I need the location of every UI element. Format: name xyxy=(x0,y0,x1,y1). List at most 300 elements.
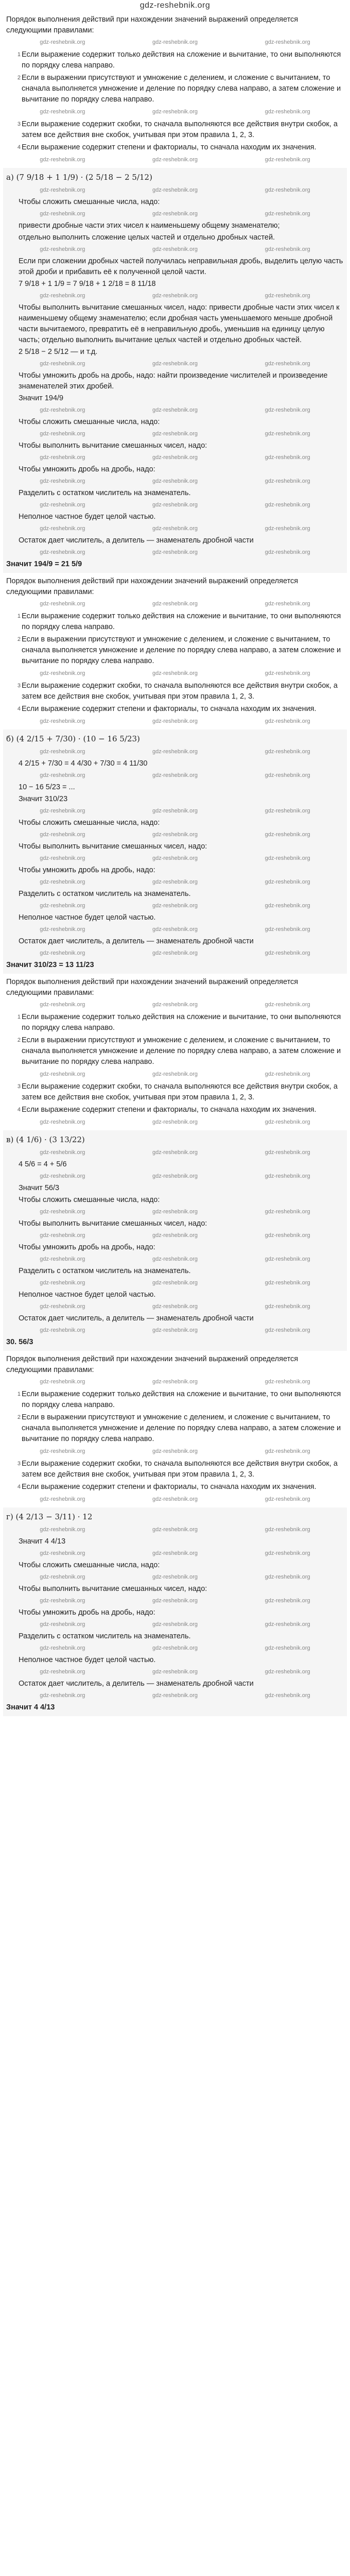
watermark-text: gdz-reshebnik.org xyxy=(265,109,310,115)
watermark-text: gdz-reshebnik.org xyxy=(40,39,85,45)
watermark-text: gdz-reshebnik.org xyxy=(265,832,310,838)
problem-label: в) xyxy=(6,1135,14,1144)
rule-label: Неполное частное будет целой частью. xyxy=(19,1291,156,1299)
watermark-text: gdz-reshebnik.org xyxy=(40,246,85,252)
problem-expr-text: (4 2/13 − 3/11) · 12 xyxy=(15,1512,93,1521)
watermark-row xyxy=(6,547,344,558)
rule-number: 3 xyxy=(17,121,21,127)
watermark-text: gdz-reshebnik.org xyxy=(40,1692,85,1699)
watermark-text: gdz-reshebnik.org xyxy=(40,361,85,367)
watermark-row xyxy=(6,716,344,727)
rules-intro: Порядок выполнения действий при нахождении значений выражений определяется следующими правилами: xyxy=(6,577,299,596)
rule-label: Остаток дает числитель, а делитель — знаменатель дробной части xyxy=(19,1314,254,1323)
watermark-text: gdz-reshebnik.org xyxy=(40,1550,85,1556)
step-line: 10 − 16 5/23 = ... xyxy=(19,783,75,791)
watermark-text: gdz-reshebnik.org xyxy=(40,808,85,814)
site-header xyxy=(0,0,350,11)
rule-item xyxy=(12,1389,344,1411)
step-line: Если при сложении дробных частей получилась неправильная дробь, выделить целую часть этой дроби и прибавить её к полученной целой части. xyxy=(19,257,343,276)
watermark-text: gdz-reshebnik.org xyxy=(40,1256,85,1262)
step-line: Значит 310/23 xyxy=(19,795,68,803)
watermark-text: gdz-reshebnik.org xyxy=(152,1692,198,1699)
watermark-text: gdz-reshebnik.org xyxy=(152,1209,198,1215)
problem-label: г) xyxy=(6,1512,13,1521)
watermark-text: gdz-reshebnik.org xyxy=(265,211,310,217)
watermark-text: gdz-reshebnik.org xyxy=(265,1280,310,1286)
watermark-row xyxy=(6,359,344,369)
rule-text: Если в выражении присутствуют и умножение с делением, и сложение с вычитанием, то сначала выполняется умножение и деление по порядку слева направо, а затем сложение и вычитание по порядку слева направо. xyxy=(22,1413,341,1443)
watermark-text: gdz-reshebnik.org xyxy=(152,950,198,956)
watermark-text: gdz-reshebnik.org xyxy=(152,502,198,508)
rule-label: Разделить с остатком числитель на знаменатель. xyxy=(19,1632,191,1640)
rule-text: Если выражение содержит степени и факториалы, то сначала находим их значения. xyxy=(22,1483,317,1491)
watermark-row xyxy=(6,185,344,196)
watermark-text: gdz-reshebnik.org xyxy=(265,808,310,814)
watermark-text: gdz-reshebnik.org xyxy=(265,293,310,299)
watermark-text: gdz-reshebnik.org xyxy=(265,772,310,778)
problem-expr-text: (4 1/6) · (3 13/22) xyxy=(16,1135,85,1144)
watermark-text: gdz-reshebnik.org xyxy=(40,749,85,755)
watermark-text: gdz-reshebnik.org xyxy=(40,601,85,607)
watermark-text: gdz-reshebnik.org xyxy=(265,749,310,755)
watermark-text: gdz-reshebnik.org xyxy=(152,293,198,299)
answer-line: 30. 56/3 xyxy=(6,1338,33,1346)
watermark-text: gdz-reshebnik.org xyxy=(40,502,85,508)
watermark-row xyxy=(6,107,344,117)
rule-item xyxy=(12,142,344,153)
rule-text: Если выражение содержит скобки, то сначала выполняются все действия внутри скобок, а затем все действия вне скобок, учитывая при этом правила 1, 2, 3. xyxy=(22,120,338,139)
watermark-row xyxy=(6,599,344,609)
watermark-text: gdz-reshebnik.org xyxy=(265,1448,310,1454)
rule-label: Чтобы умножить дробь на дробь, надо: xyxy=(19,465,155,473)
watermark-text: gdz-reshebnik.org xyxy=(152,749,198,755)
watermark-text: gdz-reshebnik.org xyxy=(40,1496,85,1502)
watermark-text: gdz-reshebnik.org xyxy=(265,361,310,367)
watermark-text: gdz-reshebnik.org xyxy=(265,1598,310,1604)
watermark-row xyxy=(6,1548,344,1559)
watermark-text: gdz-reshebnik.org xyxy=(152,454,198,461)
watermark-text: gdz-reshebnik.org xyxy=(152,1645,198,1651)
watermark-text: gdz-reshebnik.org xyxy=(152,1119,198,1125)
watermark-row xyxy=(6,500,344,511)
problem-section xyxy=(3,168,347,573)
watermark-text: gdz-reshebnik.org xyxy=(265,187,310,193)
watermark-text: gdz-reshebnik.org xyxy=(265,926,310,933)
watermark-row xyxy=(6,291,344,301)
rule-text: Если выражение содержит степени и факториалы, то сначала находим их значения. xyxy=(22,705,317,713)
rule-text: Если в выражении присутствуют и умножение с делением, и сложение с вычитанием, то сначала выполняется умножение и деление по порядку слева направо, а затем сложение и вычитание по порядку слева направо. xyxy=(22,74,341,104)
watermark-text: gdz-reshebnik.org xyxy=(152,246,198,252)
answer-line: Значит 4 4/13 xyxy=(6,1703,55,1711)
watermark-text: gdz-reshebnik.org xyxy=(152,772,198,778)
watermark-text: gdz-reshebnik.org xyxy=(40,1173,85,1179)
watermark-text: gdz-reshebnik.org xyxy=(40,950,85,956)
rule-item xyxy=(12,1012,344,1033)
rule-number: 3 xyxy=(17,1083,21,1090)
rule-item xyxy=(12,634,344,667)
step-line: Значит 194/9 xyxy=(19,394,64,402)
problem-label: б) xyxy=(6,734,14,743)
watermark-text: gdz-reshebnik.org xyxy=(152,1669,198,1675)
watermark-text: gdz-reshebnik.org xyxy=(265,526,310,532)
watermark-row xyxy=(6,1254,344,1265)
answer-line: Значит 194/9 = 21 5/9 xyxy=(6,560,82,568)
rule-label: Неполное частное будет целой частью. xyxy=(19,1656,156,1664)
step-line: Значит 56/3 xyxy=(19,1184,60,1192)
watermark-text: gdz-reshebnik.org xyxy=(40,670,85,676)
watermark-text: gdz-reshebnik.org xyxy=(40,1527,85,1533)
watermark-text: gdz-reshebnik.org xyxy=(152,601,198,607)
watermark-text: gdz-reshebnik.org xyxy=(152,478,198,484)
watermark-row xyxy=(6,1446,344,1457)
watermark-text: gdz-reshebnik.org xyxy=(40,407,85,413)
rule-label: Неполное частное будет целой частью. xyxy=(19,913,156,922)
watermark-text: gdz-reshebnik.org xyxy=(152,879,198,885)
problem-section xyxy=(3,730,347,974)
rule-text: Если в выражении присутствуют и умножение с делением, и сложение с вычитанием, то сначала выполняется умножение и деление по порядку слева направо, а затем сложение и вычитание по порядку слева направо. xyxy=(22,1036,341,1066)
rule-item xyxy=(12,73,344,105)
watermark-row xyxy=(6,405,344,416)
watermark-row xyxy=(6,770,344,781)
watermark-row xyxy=(6,1667,344,1677)
watermark-text: gdz-reshebnik.org xyxy=(40,293,85,299)
rules-section xyxy=(3,1351,347,1507)
watermark-row xyxy=(6,1301,344,1312)
watermark-text: gdz-reshebnik.org xyxy=(265,1002,310,1008)
watermark-text: gdz-reshebnik.org xyxy=(40,211,85,217)
watermark-text: gdz-reshebnik.org xyxy=(265,1527,310,1533)
watermark-text: gdz-reshebnik.org xyxy=(265,601,310,607)
rule-label: Чтобы умножить дробь на дробь, надо: xyxy=(19,1608,155,1617)
rule-label: Остаток дает числитель, а делитель — знаменатель дробной части xyxy=(19,937,254,945)
problem-expr-text: (7 9/18 + 1 1/9) · (2 5/18 − 2 5/12) xyxy=(16,173,152,182)
watermark-text: gdz-reshebnik.org xyxy=(152,109,198,115)
problem-expression xyxy=(6,1134,344,1145)
watermark-text: gdz-reshebnik.org xyxy=(152,926,198,933)
watermark-text: gdz-reshebnik.org xyxy=(152,431,198,437)
watermark-text: gdz-reshebnik.org xyxy=(40,157,85,163)
rule-item xyxy=(12,119,344,141)
watermark-text: gdz-reshebnik.org xyxy=(40,1209,85,1215)
watermark-text: gdz-reshebnik.org xyxy=(152,1232,198,1239)
watermark-text: gdz-reshebnik.org xyxy=(152,1280,198,1286)
rule-label: Чтобы выполнить вычитание смешанных чисел, надо: xyxy=(19,1585,207,1593)
rule-item xyxy=(12,1105,344,1115)
watermark-text: gdz-reshebnik.org xyxy=(265,407,310,413)
watermark-text: gdz-reshebnik.org xyxy=(265,1149,310,1156)
watermark-text: gdz-reshebnik.org xyxy=(152,1173,198,1179)
watermark-text: gdz-reshebnik.org xyxy=(40,832,85,838)
watermark-text: gdz-reshebnik.org xyxy=(40,526,85,532)
watermark-row xyxy=(6,1377,344,1387)
watermark-text: gdz-reshebnik.org xyxy=(265,1327,310,1333)
rule-text: Если выражение содержит только действия на сложение и вычитание, то они выполняются по порядку слева направо. xyxy=(22,1013,341,1032)
watermark-text: gdz-reshebnik.org xyxy=(152,1550,198,1556)
rule-text: Если выражение содержит скобки, то сначала выполняются все действия внутри скобок, а затем все действия вне скобок, учитывая при этом правила 1, 2, 3. xyxy=(22,682,338,701)
rule-label: Чтобы умножить дробь на дробь, надо: xyxy=(19,1243,155,1251)
watermark-text: gdz-reshebnik.org xyxy=(265,431,310,437)
watermark-text: gdz-reshebnik.org xyxy=(152,1527,198,1533)
watermark-text: gdz-reshebnik.org xyxy=(265,1621,310,1628)
watermark-text: gdz-reshebnik.org xyxy=(40,478,85,484)
watermark-text: gdz-reshebnik.org xyxy=(40,1379,85,1385)
watermark-row xyxy=(6,244,344,255)
watermark-row xyxy=(6,1325,344,1336)
watermark-text: gdz-reshebnik.org xyxy=(152,1327,198,1333)
watermark-text: gdz-reshebnik.org xyxy=(265,1303,310,1310)
watermark-text: gdz-reshebnik.org xyxy=(152,407,198,413)
watermark-text: gdz-reshebnik.org xyxy=(40,1232,85,1239)
watermark-text: gdz-reshebnik.org xyxy=(265,1119,310,1125)
watermark-text: gdz-reshebnik.org xyxy=(40,1280,85,1286)
watermark-text: gdz-reshebnik.org xyxy=(152,718,198,724)
rule-number: 1 xyxy=(17,52,21,58)
rule-item xyxy=(12,681,344,702)
problem-section xyxy=(3,1130,347,1351)
watermark-text: gdz-reshebnik.org xyxy=(40,1119,85,1125)
watermark-text: gdz-reshebnik.org xyxy=(265,1232,310,1239)
watermark-row xyxy=(6,1207,344,1217)
watermark-text: gdz-reshebnik.org xyxy=(265,879,310,885)
watermark-text: gdz-reshebnik.org xyxy=(152,1149,198,1156)
rule-number: 2 xyxy=(17,1037,21,1043)
rule-text: Если выражение содержит только действия на сложение и вычитание, то они выполняются по порядку слева направо. xyxy=(22,612,341,631)
watermark-text: gdz-reshebnik.org xyxy=(152,1256,198,1262)
watermark-text: gdz-reshebnik.org xyxy=(152,1002,198,1008)
watermark-text: gdz-reshebnik.org xyxy=(152,1303,198,1310)
rules-intro: Порядок выполнения действий при нахождении значений выражений определяется следующими правилами: xyxy=(6,1355,299,1374)
watermark-text: gdz-reshebnik.org xyxy=(40,1669,85,1675)
watermark-text: gdz-reshebnik.org xyxy=(152,670,198,676)
rule-item xyxy=(12,49,344,71)
rule-number: 4 xyxy=(17,1484,21,1490)
watermark-text: gdz-reshebnik.org xyxy=(265,157,310,163)
watermark-text: gdz-reshebnik.org xyxy=(152,808,198,814)
watermark-text: gdz-reshebnik.org xyxy=(40,187,85,193)
rule-number: 2 xyxy=(17,636,21,642)
problem-label: а) xyxy=(6,173,14,182)
watermark-row xyxy=(6,1117,344,1128)
rule-number: 1 xyxy=(17,613,21,619)
watermark-text: gdz-reshebnik.org xyxy=(152,526,198,532)
rules-intro: Порядок выполнения действий при нахождении значений выражений определяется следующими правилами: xyxy=(6,978,299,997)
watermark-row xyxy=(6,924,344,935)
rule-item xyxy=(12,1035,344,1067)
watermark-text: gdz-reshebnik.org xyxy=(152,832,198,838)
watermark-row xyxy=(6,1596,344,1606)
watermark-text: gdz-reshebnik.org xyxy=(152,1598,198,1604)
rule-item xyxy=(12,1482,344,1493)
watermark-row xyxy=(6,877,344,888)
watermark-text: gdz-reshebnik.org xyxy=(40,926,85,933)
rule-number: 4 xyxy=(17,1107,21,1113)
watermark-row xyxy=(6,1572,344,1583)
watermark-text: gdz-reshebnik.org xyxy=(265,1256,310,1262)
watermark-text: gdz-reshebnik.org xyxy=(265,39,310,45)
watermark-text: gdz-reshebnik.org xyxy=(265,454,310,461)
watermark-text: gdz-reshebnik.org xyxy=(152,157,198,163)
step-line: отдельно выполнить сложение целых частей и отдельно дробных частей. xyxy=(19,233,275,242)
step-line: Чтобы умножить дробь на дробь, надо: найти произведение числителей и произведение знаменателей этих дробей. xyxy=(19,371,328,391)
watermark-text: gdz-reshebnik.org xyxy=(152,187,198,193)
rule-number: 3 xyxy=(17,683,21,689)
watermark-text: gdz-reshebnik.org xyxy=(40,772,85,778)
watermark-row xyxy=(6,1069,344,1080)
rule-text: Если в выражении присутствуют и умножение с делением, и сложение с вычитанием, то сначала выполняется умножение и деление по порядку слева направо, а затем сложение и вычитание по порядку слева направо. xyxy=(22,635,341,665)
rule-number: 3 xyxy=(17,1461,21,1467)
problem-section xyxy=(3,1507,347,1716)
watermark-row xyxy=(6,209,344,219)
rule-label: Разделить с остатком числитель на знаменатель. xyxy=(19,890,191,898)
watermark-text: gdz-reshebnik.org xyxy=(152,855,198,861)
watermark-text: gdz-reshebnik.org xyxy=(40,109,85,115)
watermark-text: gdz-reshebnik.org xyxy=(40,1149,85,1156)
rule-label: Чтобы выполнить вычитание смешанных чисел, надо: xyxy=(19,442,207,450)
rule-label: Остаток дает числитель, а делитель — знаменатель дробной части xyxy=(19,1680,254,1688)
rule-label: Разделить с остатком числитель на знаменатель. xyxy=(19,1267,191,1275)
watermark-text: gdz-reshebnik.org xyxy=(265,950,310,956)
watermark-row xyxy=(6,1619,344,1630)
watermark-row xyxy=(6,1524,344,1535)
step-line: 4 5/6 = 4 + 5/6 xyxy=(19,1160,67,1168)
answer-line: Значит 310/23 = 13 11/23 xyxy=(6,961,94,969)
watermark-row xyxy=(6,1278,344,1289)
watermark-text: gdz-reshebnik.org xyxy=(152,903,198,909)
rule-number: 1 xyxy=(17,1014,21,1020)
watermark-text: gdz-reshebnik.org xyxy=(265,1550,310,1556)
rule-item xyxy=(12,1081,344,1103)
watermark-text: gdz-reshebnik.org xyxy=(40,1002,85,1008)
watermark-text: gdz-reshebnik.org xyxy=(40,879,85,885)
rules-section xyxy=(3,573,347,730)
watermark-text: gdz-reshebnik.org xyxy=(40,454,85,461)
watermark-row xyxy=(6,999,344,1010)
watermark-text: gdz-reshebnik.org xyxy=(265,478,310,484)
rule-text: Если выражение содержит скобки, то сначала выполняются все действия внутри скобок, а затем все действия вне скобок, учитывая при этом правила 1, 2, 3. xyxy=(22,1082,338,1101)
watermark-row xyxy=(6,523,344,534)
watermark-text: gdz-reshebnik.org xyxy=(152,1496,198,1502)
watermark-text: gdz-reshebnik.org xyxy=(40,903,85,909)
step-line: Чтобы выполнить вычитание смешанных чисел, надо: привести дробные части этих чисел к наименьшему общему знаменателю; если дробная часть уменьшаемого меньше дробной части вычитаемого, превратить её в неправильную дробь, уменьшив на единицу целую часть; отдельно выполнить вычитание целых частей и отдельно дробных частей. xyxy=(19,303,340,344)
problem-expr-text: (4 2/15 + 7/30) · (10 − 16 5/23) xyxy=(16,734,140,743)
rule-label: Разделить с остатком числитель на знаменатель. xyxy=(19,489,191,497)
watermark-row xyxy=(6,476,344,487)
rule-label: Неполное частное будет целой частью. xyxy=(19,513,156,521)
step-line: Значит 4 4/13 xyxy=(19,1537,66,1546)
rule-label: Чтобы сложить смешанные числа, надо: xyxy=(19,1561,160,1569)
watermark-text: gdz-reshebnik.org xyxy=(152,39,198,45)
rule-number: 1 xyxy=(17,1391,21,1397)
watermark-text: gdz-reshebnik.org xyxy=(152,549,198,555)
site-name: gdz-reshebnik.org xyxy=(139,1,211,10)
watermark-text: gdz-reshebnik.org xyxy=(40,1574,85,1580)
watermark-text: gdz-reshebnik.org xyxy=(40,1645,85,1651)
rule-number: 2 xyxy=(17,75,21,81)
watermark-row xyxy=(6,948,344,959)
watermark-text: gdz-reshebnik.org xyxy=(40,431,85,437)
rule-item xyxy=(12,1459,344,1480)
problem-expression xyxy=(6,172,344,183)
rule-label: Чтобы сложить смешанные числа, надо: xyxy=(19,819,160,827)
content xyxy=(3,11,347,2576)
watermark-text: gdz-reshebnik.org xyxy=(40,1448,85,1454)
watermark-text: gdz-reshebnik.org xyxy=(265,1173,310,1179)
watermark-text: gdz-reshebnik.org xyxy=(265,670,310,676)
watermark-text: gdz-reshebnik.org xyxy=(152,1379,198,1385)
watermark-text: gdz-reshebnik.org xyxy=(265,1209,310,1215)
rule-label: Чтобы умножить дробь на дробь, надо: xyxy=(19,866,155,874)
watermark-text: gdz-reshebnik.org xyxy=(265,718,310,724)
watermark-text: gdz-reshebnik.org xyxy=(40,1327,85,1333)
watermark-text: gdz-reshebnik.org xyxy=(40,549,85,555)
watermark-text: gdz-reshebnik.org xyxy=(265,1496,310,1502)
watermark-text: gdz-reshebnik.org xyxy=(152,1448,198,1454)
watermark-text: gdz-reshebnik.org xyxy=(40,1621,85,1628)
watermark-row xyxy=(6,853,344,864)
watermark-text: gdz-reshebnik.org xyxy=(40,855,85,861)
rules-intro: Порядок выполнения действий при нахождении значений выражений определяется следующими правилами: xyxy=(6,15,299,35)
watermark-row xyxy=(6,1690,344,1701)
watermark-row xyxy=(6,37,344,48)
watermark-row xyxy=(6,1230,344,1241)
rule-number: 4 xyxy=(17,706,21,712)
watermark-text: gdz-reshebnik.org xyxy=(265,1574,310,1580)
rules-section xyxy=(3,11,347,168)
watermark-text: gdz-reshebnik.org xyxy=(152,211,198,217)
rule-number: 4 xyxy=(17,144,21,150)
watermark-text: gdz-reshebnik.org xyxy=(265,1645,310,1651)
watermark-text: gdz-reshebnik.org xyxy=(40,1303,85,1310)
watermark-text: gdz-reshebnik.org xyxy=(265,903,310,909)
rule-label: Чтобы выполнить вычитание смешанных чисел, надо: xyxy=(19,1219,207,1228)
rule-item xyxy=(12,704,344,715)
rule-text: Если выражение содержит степени и факториалы, то сначала находим их значения. xyxy=(22,1106,317,1114)
watermark-row xyxy=(6,668,344,679)
rule-label: Чтобы сложить смешанные числа, надо: xyxy=(19,418,160,426)
watermark-row xyxy=(6,829,344,840)
rule-label: Чтобы сложить смешанные числа, надо: xyxy=(19,1196,160,1204)
watermark-text: gdz-reshebnik.org xyxy=(152,361,198,367)
watermark-text: gdz-reshebnik.org xyxy=(152,1071,198,1077)
watermark-row xyxy=(6,1643,344,1654)
watermark-text: gdz-reshebnik.org xyxy=(265,1692,310,1699)
watermark-row xyxy=(6,155,344,165)
rule-text: Если выражение содержит степени и факториалы, то сначала находим их значения. xyxy=(22,143,317,151)
watermark-row xyxy=(6,429,344,439)
problem-expression xyxy=(6,734,344,744)
watermark-row xyxy=(6,1494,344,1505)
rule-item xyxy=(12,611,344,633)
watermark-text: gdz-reshebnik.org xyxy=(265,246,310,252)
rule-label: Чтобы выполнить вычитание смешанных чисел, надо: xyxy=(19,842,207,851)
step-line: 4 2/15 + 7/30 = 4 4/30 + 7/30 = 4 11/30 xyxy=(19,759,148,768)
watermark-text: gdz-reshebnik.org xyxy=(40,1071,85,1077)
watermark-text: gdz-reshebnik.org xyxy=(265,1379,310,1385)
rule-text: Если выражение содержит только действия на сложение и вычитание, то они выполняются по порядку слева направо. xyxy=(22,50,341,70)
watermark-row xyxy=(6,806,344,817)
watermark-text: gdz-reshebnik.org xyxy=(265,1071,310,1077)
watermark-text: gdz-reshebnik.org xyxy=(152,1574,198,1580)
watermark-text: gdz-reshebnik.org xyxy=(40,718,85,724)
rule-number: 2 xyxy=(17,1414,21,1420)
watermark-text: gdz-reshebnik.org xyxy=(265,549,310,555)
step-line: привести дробные части этих чисел к наименьшему общему знаменателю; xyxy=(19,222,280,230)
step-line: 2 5/18 − 2 5/12 — и т.д. xyxy=(19,348,98,356)
watermark-text: gdz-reshebnik.org xyxy=(265,1669,310,1675)
rules-section xyxy=(3,974,347,1130)
step-line: 7 9/18 + 1 1/9 = 7 9/18 + 1 2/18 = 8 11/18 xyxy=(19,280,156,288)
watermark-row xyxy=(6,1171,344,1182)
